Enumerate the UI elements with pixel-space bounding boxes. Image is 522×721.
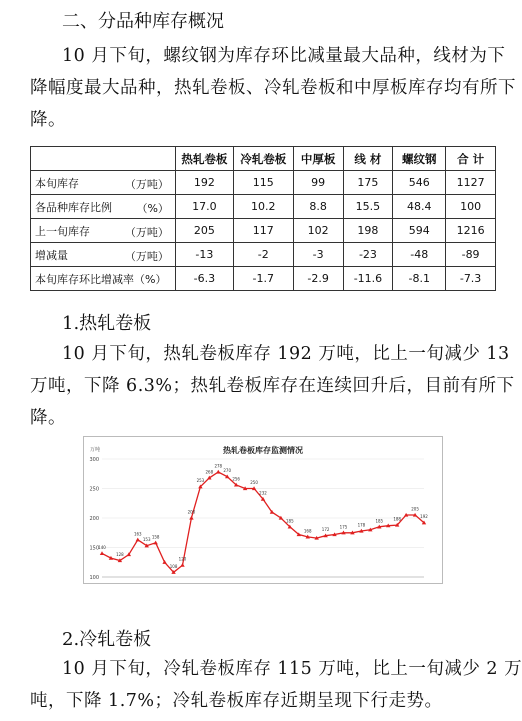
data-label: 232 bbox=[259, 490, 267, 496]
y-tick-label: 300 bbox=[89, 457, 99, 463]
data-label: 205 bbox=[411, 506, 419, 512]
cold-rolled-title: 2.冷轧卷板 bbox=[62, 629, 152, 650]
data-point bbox=[180, 563, 184, 567]
row-label-text: 各品种库存比例 bbox=[35, 200, 112, 214]
row-unit: （万吨） bbox=[124, 226, 169, 239]
row-label-text: 本旬库存 bbox=[35, 176, 79, 190]
table-cell: 17.0 bbox=[175, 195, 233, 219]
table-header-cell: 螺纹钢 bbox=[393, 147, 446, 171]
table-cell: 198 bbox=[343, 219, 393, 243]
data-point bbox=[216, 470, 220, 474]
table-cell: -89 bbox=[446, 243, 496, 267]
table-cell: 117 bbox=[233, 219, 293, 243]
table-cell: 546 bbox=[393, 171, 446, 195]
row-unit: （万吨） bbox=[124, 250, 169, 263]
table-header-cell: 合 计 bbox=[446, 147, 496, 171]
table-cell: -2 bbox=[233, 243, 293, 267]
table-cell: 102 bbox=[293, 219, 343, 243]
table-cell: 99 bbox=[293, 171, 343, 195]
table-cell: -7.3 bbox=[446, 267, 496, 291]
hot-rolled-paragraph bbox=[30, 338, 515, 434]
table-cell: 192 bbox=[175, 171, 233, 195]
row-label-text: 上一旬库存 bbox=[35, 224, 90, 238]
y-tick-label: 100 bbox=[89, 575, 99, 581]
row-unit: （万吨） bbox=[124, 178, 169, 191]
hot-rolled-title: 1.热轧卷板 bbox=[62, 313, 152, 334]
row-label bbox=[31, 267, 176, 291]
table-cell: 1127 bbox=[446, 171, 496, 195]
data-point bbox=[136, 538, 140, 542]
intro-line: 10 月下旬，螺纹钢为库存环比减量最大品种，线材为下 bbox=[62, 46, 506, 66]
table-cell: -23 bbox=[343, 243, 393, 267]
data-label: 253 bbox=[196, 478, 205, 484]
data-point bbox=[162, 560, 166, 564]
table-cell: 8.8 bbox=[293, 195, 343, 219]
table-cell: -6.3 bbox=[175, 267, 233, 291]
table-cell: 100 bbox=[446, 195, 496, 219]
table-cell: -8.1 bbox=[393, 267, 446, 291]
table-cell: -1.7 bbox=[233, 267, 293, 291]
cold-line: 10 月下旬，冷轧卷板库存 115 万吨，比上一旬减少 2 万 bbox=[62, 659, 522, 679]
table-row bbox=[31, 243, 496, 267]
row-label bbox=[31, 219, 176, 243]
table-header-cell: 热轧卷板 bbox=[175, 147, 233, 171]
data-label: 270 bbox=[223, 468, 232, 474]
data-label: 188 bbox=[393, 516, 401, 522]
table-row bbox=[31, 171, 496, 195]
hot-rolled-inventory-chart bbox=[83, 436, 443, 584]
data-label: 268 bbox=[205, 469, 214, 475]
data-point bbox=[100, 551, 104, 555]
table-cell: -2.9 bbox=[293, 267, 343, 291]
chart-data-labels bbox=[98, 463, 428, 568]
data-label: 168 bbox=[303, 528, 312, 534]
chart-grid bbox=[89, 457, 424, 581]
hot-line: 10 月下旬，热轧卷板库存 192 万吨，比上一旬减少 13 bbox=[62, 344, 510, 364]
table-header-row bbox=[31, 147, 496, 171]
table-header-cell: 线 材 bbox=[343, 147, 393, 171]
data-label: 128 bbox=[116, 551, 124, 557]
data-label: 200 bbox=[187, 509, 196, 515]
data-label: 175 bbox=[339, 524, 348, 530]
row-label-text: 本旬库存环比增减率（%） bbox=[35, 272, 167, 286]
y-tick-label: 250 bbox=[89, 486, 99, 493]
table-cell: 15.5 bbox=[343, 195, 393, 219]
data-label: 278 bbox=[214, 463, 223, 469]
data-label: 120 bbox=[178, 556, 187, 562]
intro-paragraph bbox=[30, 40, 516, 136]
data-label: 140 bbox=[98, 544, 106, 550]
hot-line: 降。 bbox=[30, 408, 66, 428]
data-label: 153 bbox=[142, 537, 151, 543]
data-label: 192 bbox=[420, 514, 428, 520]
intro-line: 降。 bbox=[30, 110, 66, 130]
table-row bbox=[31, 195, 496, 219]
table-cell: -11.6 bbox=[343, 267, 393, 291]
intro-line: 降幅度最大品种，热轧卷板、冷轧卷板和中厚板库存均有所下 bbox=[30, 78, 516, 98]
y-tick-label: 200 bbox=[89, 516, 99, 522]
table-cell: 115 bbox=[233, 171, 293, 195]
y-tick-label: 150 bbox=[89, 545, 99, 552]
table-row bbox=[31, 219, 496, 243]
data-point bbox=[189, 516, 193, 520]
chart-svg bbox=[84, 437, 442, 583]
table-cell: 594 bbox=[393, 219, 446, 243]
data-label: 185 bbox=[286, 518, 294, 524]
table-cell: -48 bbox=[393, 243, 446, 267]
row-unit: （%） bbox=[136, 202, 169, 215]
data-label: 108 bbox=[169, 563, 178, 569]
row-label-text: 增减量 bbox=[35, 248, 68, 262]
table-cell: 175 bbox=[343, 171, 393, 195]
data-label: 163 bbox=[133, 531, 142, 537]
cold-line: 吨，下降 1.7%；冷轧卷板库存近期呈现下行走势。 bbox=[30, 691, 443, 711]
data-label: 256 bbox=[232, 476, 240, 482]
section-title: 二、分品种库存概况 bbox=[62, 11, 224, 32]
table-cell: 48.4 bbox=[393, 195, 446, 219]
hot-line: 万吨，下降 6.3%；热轧卷板库存在连续回升后，目前有所下 bbox=[30, 376, 515, 396]
table-cell: 1216 bbox=[446, 219, 496, 243]
table-row bbox=[31, 267, 496, 291]
cold-rolled-paragraph bbox=[30, 653, 522, 717]
data-label: 178 bbox=[357, 522, 366, 528]
data-point bbox=[153, 541, 157, 545]
chart-title: 热轧卷板库存监测情况 bbox=[223, 446, 303, 455]
row-label bbox=[31, 195, 176, 219]
table-header-cell: 中厚板 bbox=[293, 147, 343, 171]
inventory-table bbox=[30, 146, 496, 291]
table-header-cell: 冷轧卷板 bbox=[233, 147, 293, 171]
table-cell: -13 bbox=[175, 243, 233, 267]
data-label: 158 bbox=[151, 534, 160, 540]
data-label: 172 bbox=[321, 527, 330, 533]
table-cell: 205 bbox=[175, 219, 233, 243]
row-label bbox=[31, 171, 176, 195]
data-label: 250 bbox=[250, 480, 258, 485]
table-cell: 10.2 bbox=[233, 195, 293, 219]
table-header-cell bbox=[31, 147, 176, 171]
chart-ylabel: 万吨 bbox=[90, 447, 101, 453]
data-label: 185 bbox=[375, 518, 384, 524]
table-cell: -3 bbox=[293, 243, 343, 267]
row-label bbox=[31, 243, 176, 267]
